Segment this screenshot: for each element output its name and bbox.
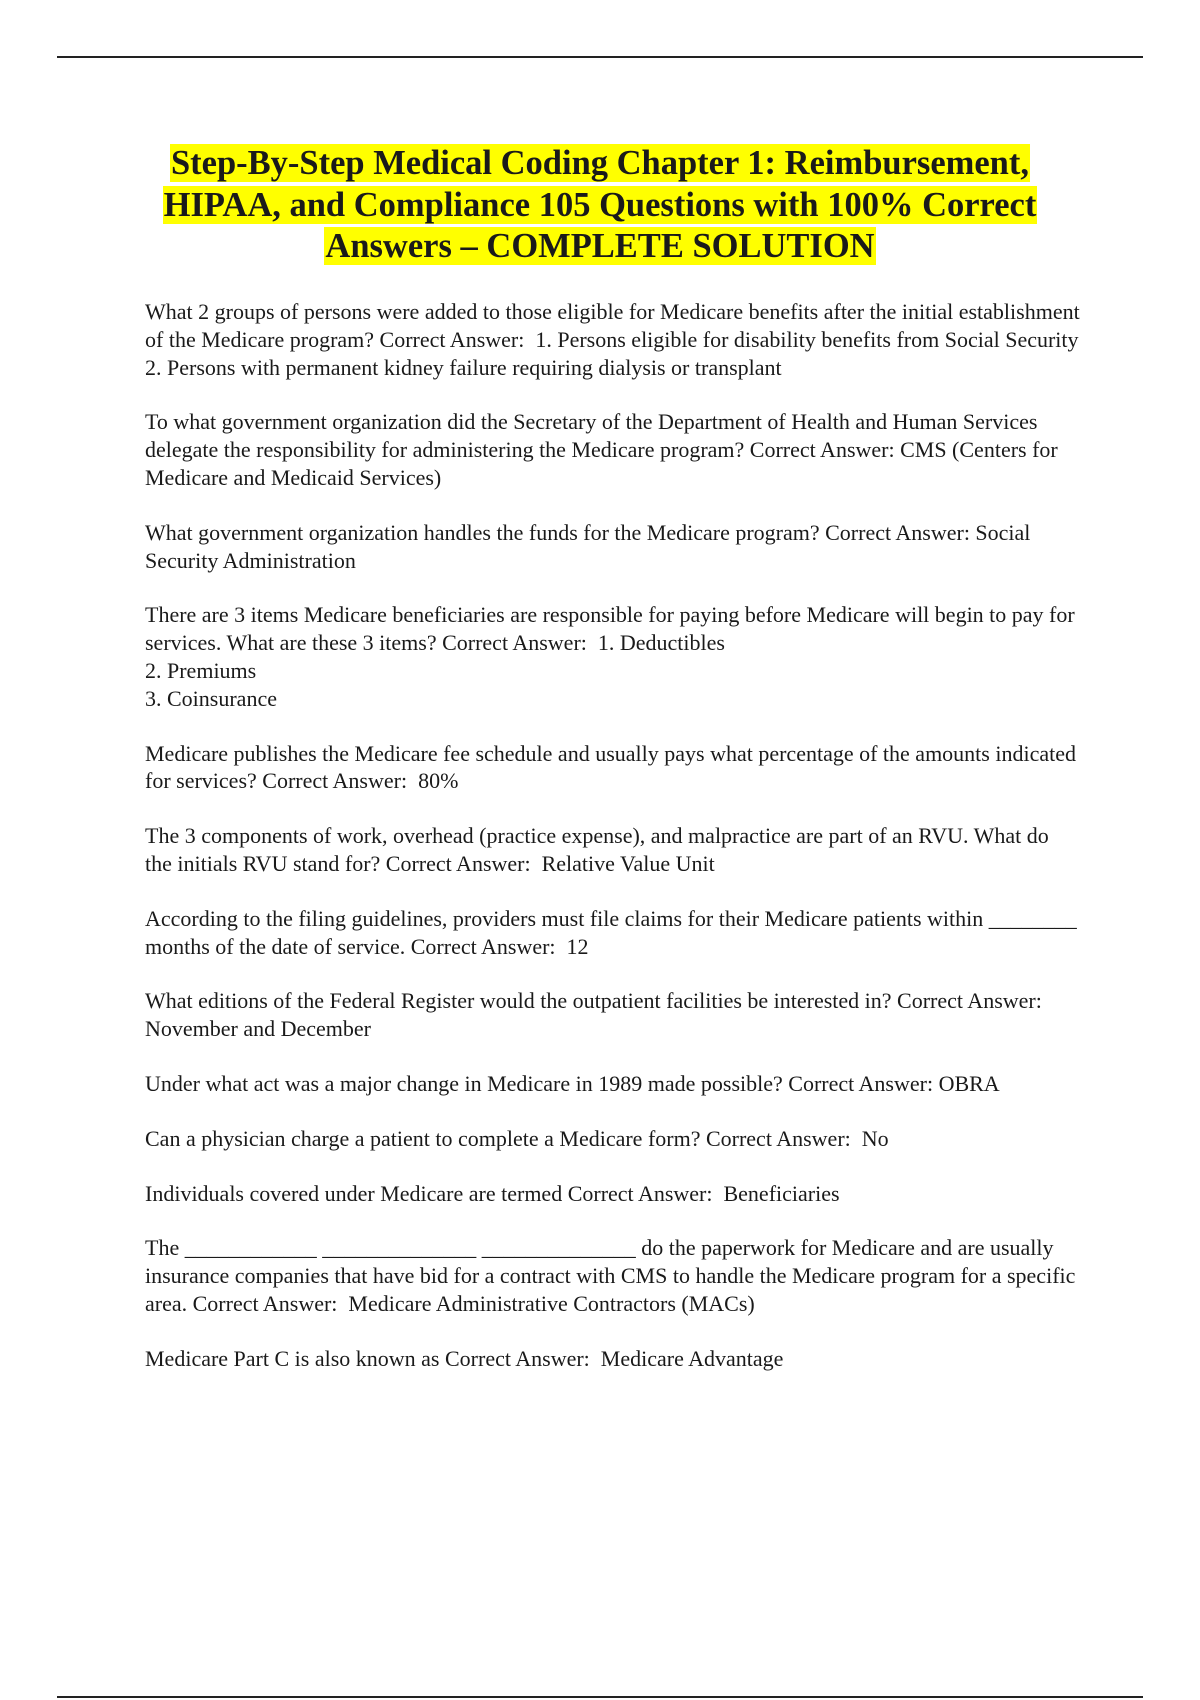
question-item: Can a physician charge a patient to complete a Medicare form? Correct Answer: No [145, 1125, 889, 1151]
question-item: What government organization handles the funds for the Medicare program? Correct Answer: Social Security Administration [145, 519, 1036, 573]
question-item: Medicare Part C is also known as Correct Answer: Medicare Advantage [145, 1345, 784, 1371]
question-item: There are 3 items Medicare beneficiaries are responsible for paying before Medicare will begin to pay for services. What are these 3 items? Correct Answer: 1. Deductibles 2. Premiums 3. Coinsurance [145, 602, 1075, 711]
document-title [120, 143, 1080, 268]
footer-rule [57, 1696, 1143, 1698]
question-item: What editions of the Federal Register would the outpatient facilities be interested in? Correct Answer: November and December [145, 988, 1053, 1042]
question-item: What 2 groups of persons were added to those eligible for Medicare benefits after the initial establishment of the Medicare program? Correct Answer: 1. Persons eligible for disability benefits from Social Security 2. Persons with permanent kidney failure requiring dialysis or transplant [145, 299, 1080, 380]
title-highlight: Step-By-Step Medical Coding Chapter 1: Reimbursement, HIPAA, and Compliance 105 Questions with 100% Correct Answers – COMPLETE SOLUTION [163, 144, 1037, 265]
question-item: Individuals covered under Medicare are termed Correct Answer: Beneficiaries [145, 1180, 840, 1206]
question-item: According to the filing guidelines, providers must file claims for their Medicare patients within ________ months of the date of service. Correct Answer: 12 [145, 905, 1083, 959]
question-item: The ____________ ______________ ______________ do the paperwork for Medicare and are usually insurance companies that have bid for a contract with CMS to handle the Medicare program for a specific area. Correct Answer: Medicare Administrative Contractors (MACs) [145, 1235, 1081, 1316]
question-item: Medicare publishes the Medicare fee schedule and usually pays what percentage of the amounts indicated for services? Correct Answer: 80% [145, 740, 1082, 794]
question-item: The 3 components of work, overhead (practice expense), and malpractice are part of an RVU. What do the initials RVU stand for? Correct Answer: Relative Value Unit [145, 823, 1055, 876]
question-list [145, 298, 1083, 1400]
header-rule [57, 56, 1143, 58]
question-item: To what government organization did the Secretary of the Department of Health and Human Services delegate the responsibility for administering the Medicare program? Correct Answer: CMS (Centers for Medicare and Medicaid Services) [145, 409, 1064, 490]
question-item: Under what act was a major change in Medicare in 1989 made possible? Correct Answer: OBRA [145, 1070, 1000, 1096]
